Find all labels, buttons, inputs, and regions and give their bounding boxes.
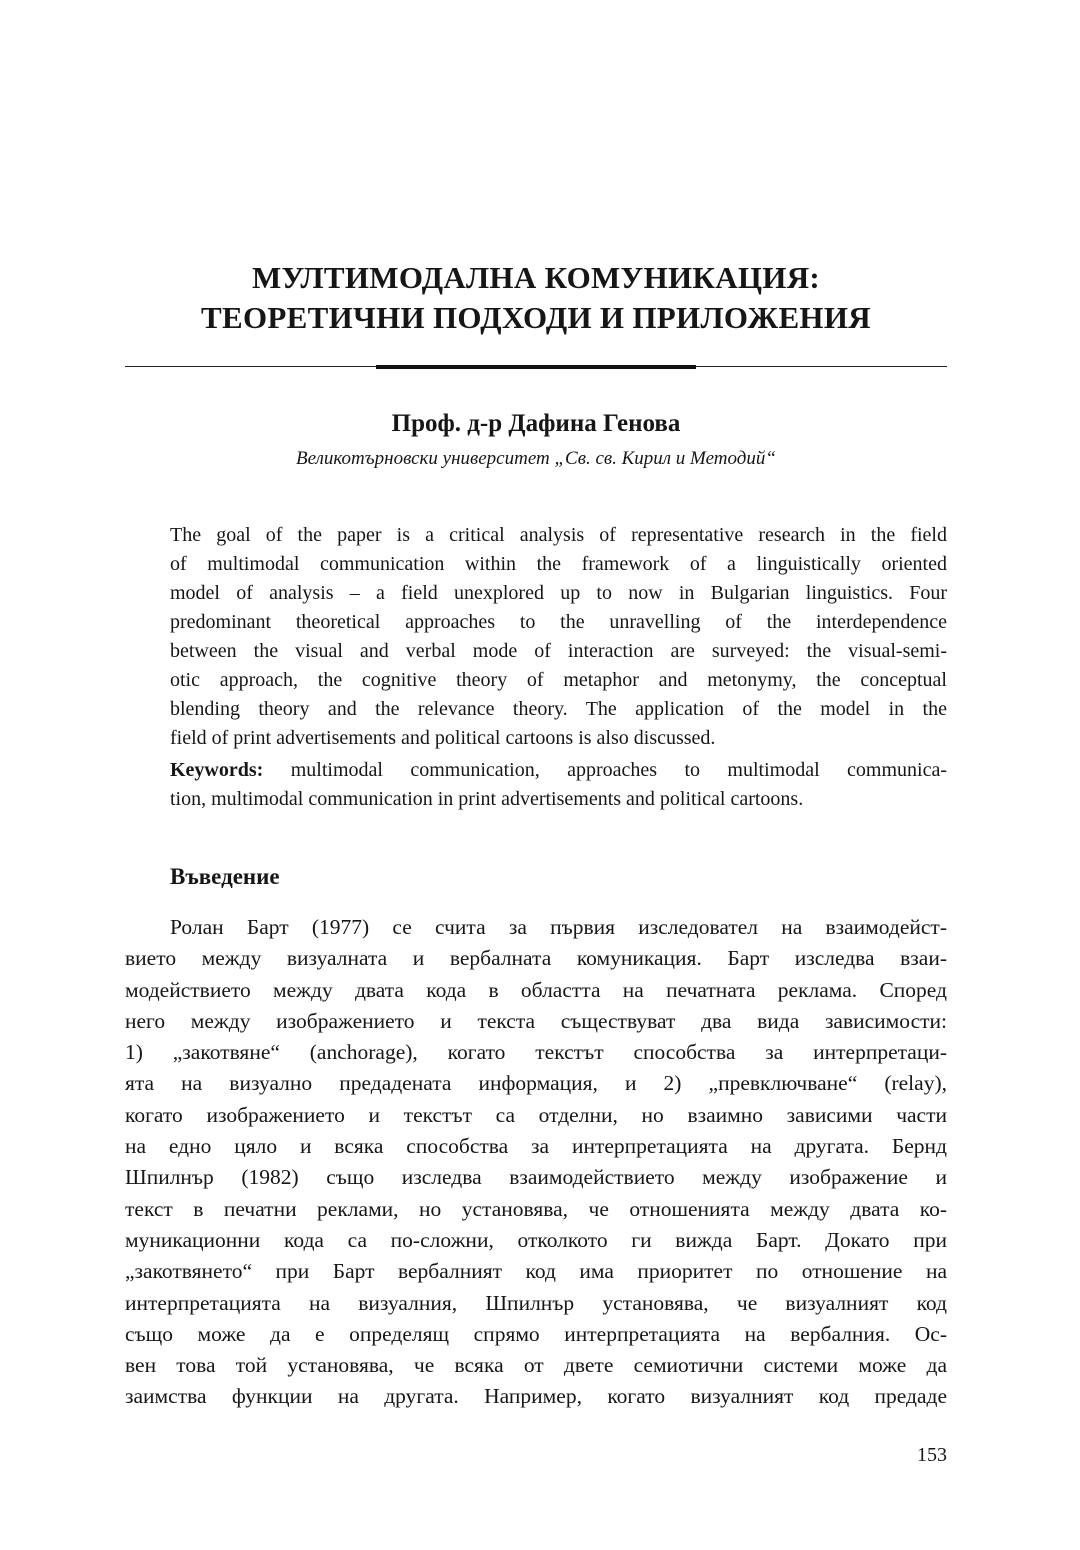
body-line: вието между визуалната и вербалната комуникация. Барт изследва взаи- [125,946,947,971]
keywords-line-2: tion, multimodal communication in print advertisements and political cartoons. [170,788,804,810]
title-line-2: ТЕОРЕТИЧНИ ПОДХОДИ И ПРИЛОЖЕНИЯ [201,300,871,335]
abstract-line: between the visual and verbal mode of interaction are surveyed: the visual-semi- [170,640,947,662]
article-title [125,258,947,338]
body-line: „закотвянето“ при Барт вербалният код има приоритет по отношение на [125,1259,947,1284]
body-paragraph [125,912,947,1413]
body-line: вен това той установява, че всяка от двете семиотични системи може да [125,1353,947,1378]
author-affiliation: Великотърновски университет „Св. св. Кирил и Методий“ [296,448,776,469]
abstract-line: blending theory and the relevance theory. The application of the model in the [170,698,947,720]
body-line: 1) „закотвяне“ (anchorage), когато текстът способства за интерпретаци- [125,1040,947,1065]
abstract-line: otic approach, the cognitive theory of metaphor and metonymy, the conceptual [170,669,947,691]
abstract-line: predominant theoretical approaches to the unravelling of the interdependence [170,611,947,633]
body-line: на едно цяло и всяка способства за интерпретацията на другата. Бернд [125,1134,947,1159]
keywords [170,756,947,814]
abstract-line: of multimodal communication within the framework of a linguistically oriented [170,553,947,575]
keywords-text: multimodal communication, approaches to multimodal communica- [263,759,947,781]
body-line: Шпилнър (1982) също изследва взаимодействието между изображение и [125,1165,947,1190]
body-line: когато изображението и текстът са отделни, но взаимно зависими части [125,1102,947,1127]
title-line-1: МУЛТИМОДАЛНА КОМУНИКАЦИЯ: [251,260,821,295]
title-divider-thick [376,365,696,369]
author-name: Проф. д-р Дафина Генова [391,410,681,437]
body-line: него между изображението и текста съществуват два вида зависимости: [125,1008,947,1033]
page-number: 153 [917,1444,947,1466]
keywords-label: Keywords: [170,759,264,781]
abstract-line: field of print advertisements and political cartoons is also discussed. [170,727,716,749]
body-line: също може да е определящ спрямо интерпретацията на вербалния. Ос- [125,1321,947,1346]
body-line: модействието между двата кода в областта на печатната реклама. Според [125,977,947,1002]
body-line: Ролан Барт (1977) се счита за първия изследовател на взаимодейст- [170,915,947,939]
body-line: интерпретацията на визуалния, Шпилнър установява, че визуалният код [125,1290,947,1315]
section-heading: Въведение [170,864,280,889]
body-line: текст в печатни реклами, но установява, че отношенията между двата ко- [125,1196,947,1221]
body-line: заимства функции на другата. Например, когато визуалният код предаде [125,1384,947,1409]
abstract [170,521,947,814]
body-line: ята на визуално предадената информация, и 2) „превключване“ (relay), [125,1071,947,1096]
body-line: муникационни кода са по-сложни, отколкото ги вижда Барт. Докато при [125,1227,947,1252]
keywords-line-1 [170,756,947,785]
abstract-line: The goal of the paper is a critical analysis of representative research in the field [170,524,947,546]
abstract-line: model of analysis – a field unexplored up to now in Bulgarian linguistics. Four [170,582,947,604]
